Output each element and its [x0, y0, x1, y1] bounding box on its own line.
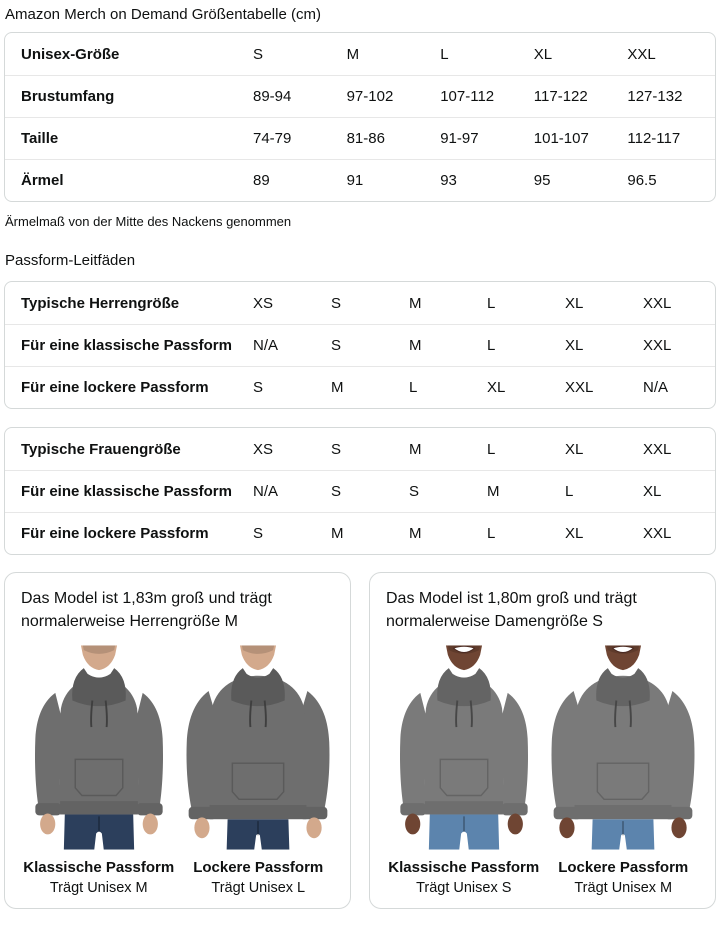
size-value-cell: 107-112 — [434, 75, 528, 117]
size-value-cell: 112-117 — [621, 117, 715, 159]
size-value-cell: XL — [637, 470, 715, 512]
size-value-cell: 89-94 — [247, 75, 341, 117]
table-row — [5, 428, 715, 470]
size-value-cell: XL — [559, 324, 637, 366]
size-value-cell: 91 — [341, 159, 435, 201]
page-title: Amazon Merch on Demand Größentabelle (cm) — [5, 6, 321, 23]
row-label: Für eine klassische Passform — [5, 470, 247, 512]
row-label: Typische Frauengröße — [21, 440, 181, 458]
womens-fit-table — [4, 427, 716, 555]
size-header-cell: XXL — [627, 45, 656, 63]
table-row — [5, 33, 715, 75]
model-description: Das Model ist 1,83m groß und trägt normalerweise Herrengröße M — [21, 590, 272, 630]
row-label: Typische Herrengröße — [21, 294, 180, 312]
size-value-cell: S — [331, 294, 342, 312]
size-value-cell: N/A — [637, 366, 715, 408]
size-value-cell: L — [403, 366, 481, 408]
model-description: Das Model ist 1,80m groß und trägt normalerweise Damengröße S — [386, 590, 637, 630]
table-row — [5, 159, 715, 201]
size-header-cell: XL — [533, 45, 553, 63]
row-label: Taille — [5, 117, 247, 159]
size-value-cell: 93 — [434, 159, 528, 201]
mens-fit-table — [4, 281, 716, 409]
row-label: Für eine klassische Passform — [5, 324, 247, 366]
size-value-cell: 97-102 — [341, 75, 435, 117]
size-value-cell: XL — [481, 366, 559, 408]
size-value-cell: N/A — [247, 470, 325, 512]
figure-block — [19, 641, 179, 896]
size-value-cell: L — [487, 294, 496, 312]
size-header-cell: S — [253, 45, 264, 63]
size-value-cell: 89 — [247, 159, 341, 201]
worn-size-label: Trägt Unisex M — [574, 880, 673, 897]
figure-block — [544, 641, 704, 896]
model-photo-classic-male — [23, 641, 175, 854]
size-value-cell: M — [409, 294, 422, 312]
table-row — [5, 512, 715, 554]
figure-block — [179, 641, 339, 896]
size-value-cell: 91-97 — [434, 117, 528, 159]
size-value-cell: 74-79 — [247, 117, 341, 159]
figure-block — [384, 641, 544, 896]
model-photo-loose-male — [182, 641, 334, 854]
figures-row — [19, 641, 338, 896]
row-label: Ärmel — [5, 159, 247, 201]
model-photo-classic-female — [388, 641, 540, 854]
size-value-cell: S — [247, 512, 325, 554]
sleeve-note: Ärmelmaß von der Mitte des Nackens genommen — [5, 214, 292, 229]
size-value-cell: 95 — [528, 159, 622, 201]
size-value-cell: M — [481, 470, 559, 512]
size-value-cell: 81-86 — [341, 117, 435, 159]
size-value-cell: S — [325, 470, 403, 512]
size-value-cell: XXL — [559, 366, 637, 408]
table-row — [5, 282, 715, 324]
size-value-cell: L — [559, 470, 637, 512]
size-header-cell: L — [440, 45, 449, 63]
worn-size-label: Trägt Unisex L — [211, 880, 306, 897]
size-value-cell: XL — [565, 440, 584, 458]
worn-size-label: Trägt Unisex S — [416, 880, 512, 897]
fit-guides-heading: Passform-Leitfäden — [5, 252, 136, 269]
figures-row — [384, 641, 703, 896]
size-value-cell: S — [247, 366, 325, 408]
row-label: Für eine lockere Passform — [5, 366, 247, 408]
size-value-cell: L — [481, 324, 559, 366]
table-row — [5, 324, 715, 366]
size-value-cell: M — [403, 512, 481, 554]
size-value-cell: M — [325, 512, 403, 554]
size-value-cell: S — [331, 440, 342, 458]
table-row — [5, 366, 715, 408]
size-value-cell: 127-132 — [621, 75, 715, 117]
size-value-cell: 101-107 — [528, 117, 622, 159]
fit-name-label: Klassische Passform — [23, 859, 175, 877]
size-value-cell: XL — [559, 512, 637, 554]
fit-name-label: Lockere Passform — [193, 859, 324, 877]
row-label: Unisex-Größe — [21, 45, 120, 63]
size-value-cell: S — [325, 324, 403, 366]
fit-name-label: Klassische Passform — [388, 859, 540, 877]
size-value-cell: L — [487, 440, 496, 458]
table-row — [5, 470, 715, 512]
size-value-cell: M — [403, 324, 481, 366]
worn-size-label: Trägt Unisex M — [49, 880, 148, 897]
size-value-cell: 117-122 — [528, 75, 622, 117]
row-label: Für eine lockere Passform — [5, 512, 247, 554]
size-value-cell: XS — [253, 440, 274, 458]
size-value-cell: N/A — [247, 324, 325, 366]
size-value-cell: XS — [253, 294, 274, 312]
fit-name-label: Lockere Passform — [558, 859, 689, 877]
size-header-cell: M — [346, 45, 360, 63]
size-value-cell: XXL — [637, 512, 715, 554]
size-value-cell: XXL — [643, 294, 672, 312]
size-value-cell: M — [409, 440, 422, 458]
table-row — [5, 117, 715, 159]
size-value-cell: 96.5 — [621, 159, 715, 201]
size-value-cell: S — [403, 470, 481, 512]
model-photo-loose-female — [547, 641, 699, 854]
size-value-cell: L — [481, 512, 559, 554]
table-row — [5, 75, 715, 117]
unisex-size-table — [4, 32, 716, 202]
size-value-cell: XL — [565, 294, 584, 312]
size-value-cell: XXL — [637, 324, 715, 366]
row-label: Brustumfang — [5, 75, 247, 117]
model-card-men — [4, 572, 351, 909]
size-value-cell: XXL — [643, 440, 672, 458]
size-value-cell: M — [325, 366, 403, 408]
model-cards-row — [4, 572, 716, 909]
model-card-women — [369, 572, 716, 909]
